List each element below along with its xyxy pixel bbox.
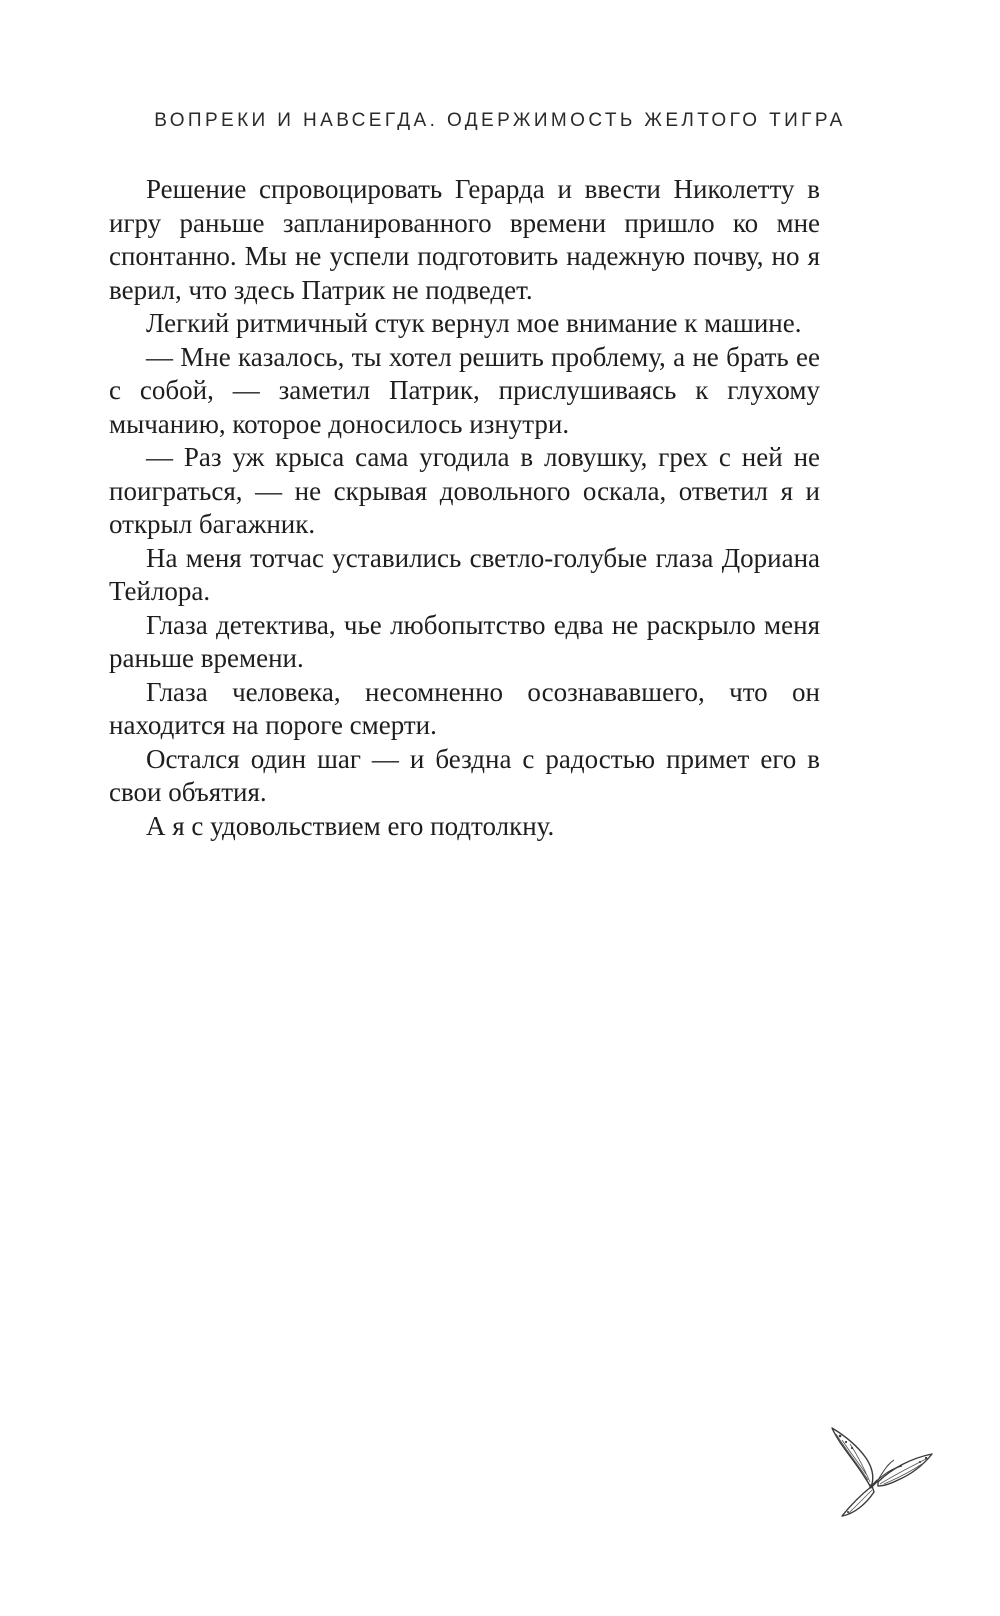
butterfly-icon xyxy=(828,1424,938,1519)
paragraph: — Мне казалось, ты хотел решить проблему, а не брать ее с собой, — заметил Патрик, прислушиваясь к глухому мычанию, которое доносилось изнутри. xyxy=(109,341,820,439)
paragraph: Легкий ритмичный стук вернул мое внимание к машине. xyxy=(146,308,802,338)
paragraph: А я с удовольствием его подтолкну. xyxy=(146,810,555,841)
paragraph: — Раз уж крыса сама угодила в ловушку, грех с ней не поиграться, — не скрывая довольного оскала, ответил я и открыл багажник. xyxy=(109,442,820,539)
body-text xyxy=(109,173,820,843)
paragraph: Решение спровоцировать Герарда и ввести Николетту в игру раньше запланированного времени пришло ко мне спонтанно. Мы не успели подготовить надежную почву, но я верил, что здесь Патрик не подведет. xyxy=(109,174,820,305)
running-header: ВОПРЕКИ И НАВСЕГДА. ОДЕРЖИМОСТЬ ЖЕЛТОГО ТИГРА xyxy=(154,110,846,131)
paragraph: На меня тотчас уставились светло-голубые глаза Дориана Тейлора. xyxy=(109,542,820,606)
paragraph: Остался один шаг — и бездна с радостью примет его в свои объятия. xyxy=(109,743,820,807)
paragraph: Глаза детектива, чье любопытство едва не раскрыло меня раньше времени. xyxy=(109,609,820,673)
paragraph: Глаза человека, несомненно осознававшего, что он находится на пороге смерти. xyxy=(109,676,820,740)
